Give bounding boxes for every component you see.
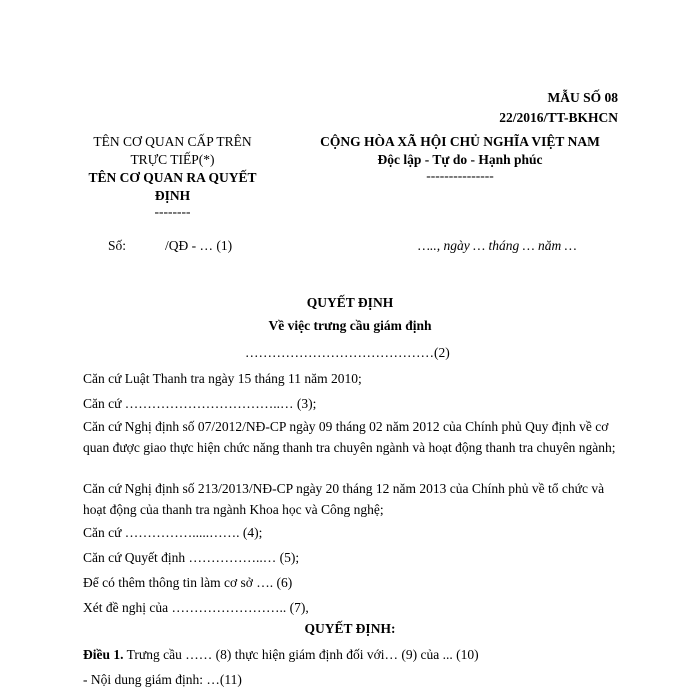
legal-basis-paragraph: Căn cứ Quyết định ……………..… (5); [83,550,300,565]
superior-agency-line1: TÊN CƠ QUAN CẤP TRÊN [93,134,252,149]
form-code-line1: MẪU SỐ 08 [547,90,618,105]
decision-number: /QĐ - … (1) [165,238,233,253]
legal-basis-paragraph: Căn cứ Nghị định số 213/2013/NĐ-CP ngày 20 tháng 12 năm 2013 của Chính phủ về tổ chức và hoạt động của thanh tra ngành Khoa học và Công nghệ; [83,481,605,517]
assessment-content-line: - Nội dung giám định: …(11) [83,672,242,687]
document-subtitle: Về việc trưng cầu giám định [268,318,432,333]
left-header-separator: -------- [154,204,191,219]
issuing-agency-line2: ĐỊNH [154,188,191,203]
issuing-agency-line1: TÊN CƠ QUAN RA QUYẾT [88,170,257,185]
legal-basis-paragraph: Căn cứ Nghị định số 07/2012/NĐ-CP ngày 09 tháng 02 năm 2012 của Chính phủ Quy định về cơ quan được giao thực hiện chức năng thanh tra chuyên ngành và hoạt động thanh tra chuyên ngành; [83,419,616,455]
national-motto: Độc lập - Tự do - Hạnh phúc [377,152,543,167]
article-1 [83,647,479,663]
decision-heading: QUYẾT ĐỊNH: [304,621,396,636]
number-label: Số: [108,238,127,253]
authority-line: ……………………………………(2) [245,345,450,360]
article-1-label: Điều 1. [83,647,124,662]
issue-date-line: ….., ngày … tháng … năm … [418,238,577,253]
country-name: CỘNG HÒA XÃ HỘI CHỦ NGHĨA VIỆT NAM [320,134,600,149]
superior-agency-line2: TRỰC TIẾP(*) [130,152,215,167]
document-title: QUYẾT ĐỊNH [306,295,394,310]
legal-basis-paragraph: Để có thêm thông tin làm cơ sở …. (6) [83,575,293,590]
legal-basis-paragraph: Xét đề nghị của …………………….. (7), [83,600,309,615]
right-header-separator: --------------- [426,168,494,183]
legal-basis-paragraph: Căn cứ …………….....……. (4); [83,525,263,540]
legal-basis-paragraph: Căn cứ Luật Thanh tra ngày 15 tháng 11 năm 2010; [83,371,362,386]
form-code-line2: 22/2016/TT-BKHCN [499,110,618,125]
legal-basis-paragraph: Căn cứ ……………………………..… (3); [83,396,317,411]
article-1-text: Trưng cầu …… (8) thực hiện giám định đối với… (9) của ... (10) [123,647,479,662]
